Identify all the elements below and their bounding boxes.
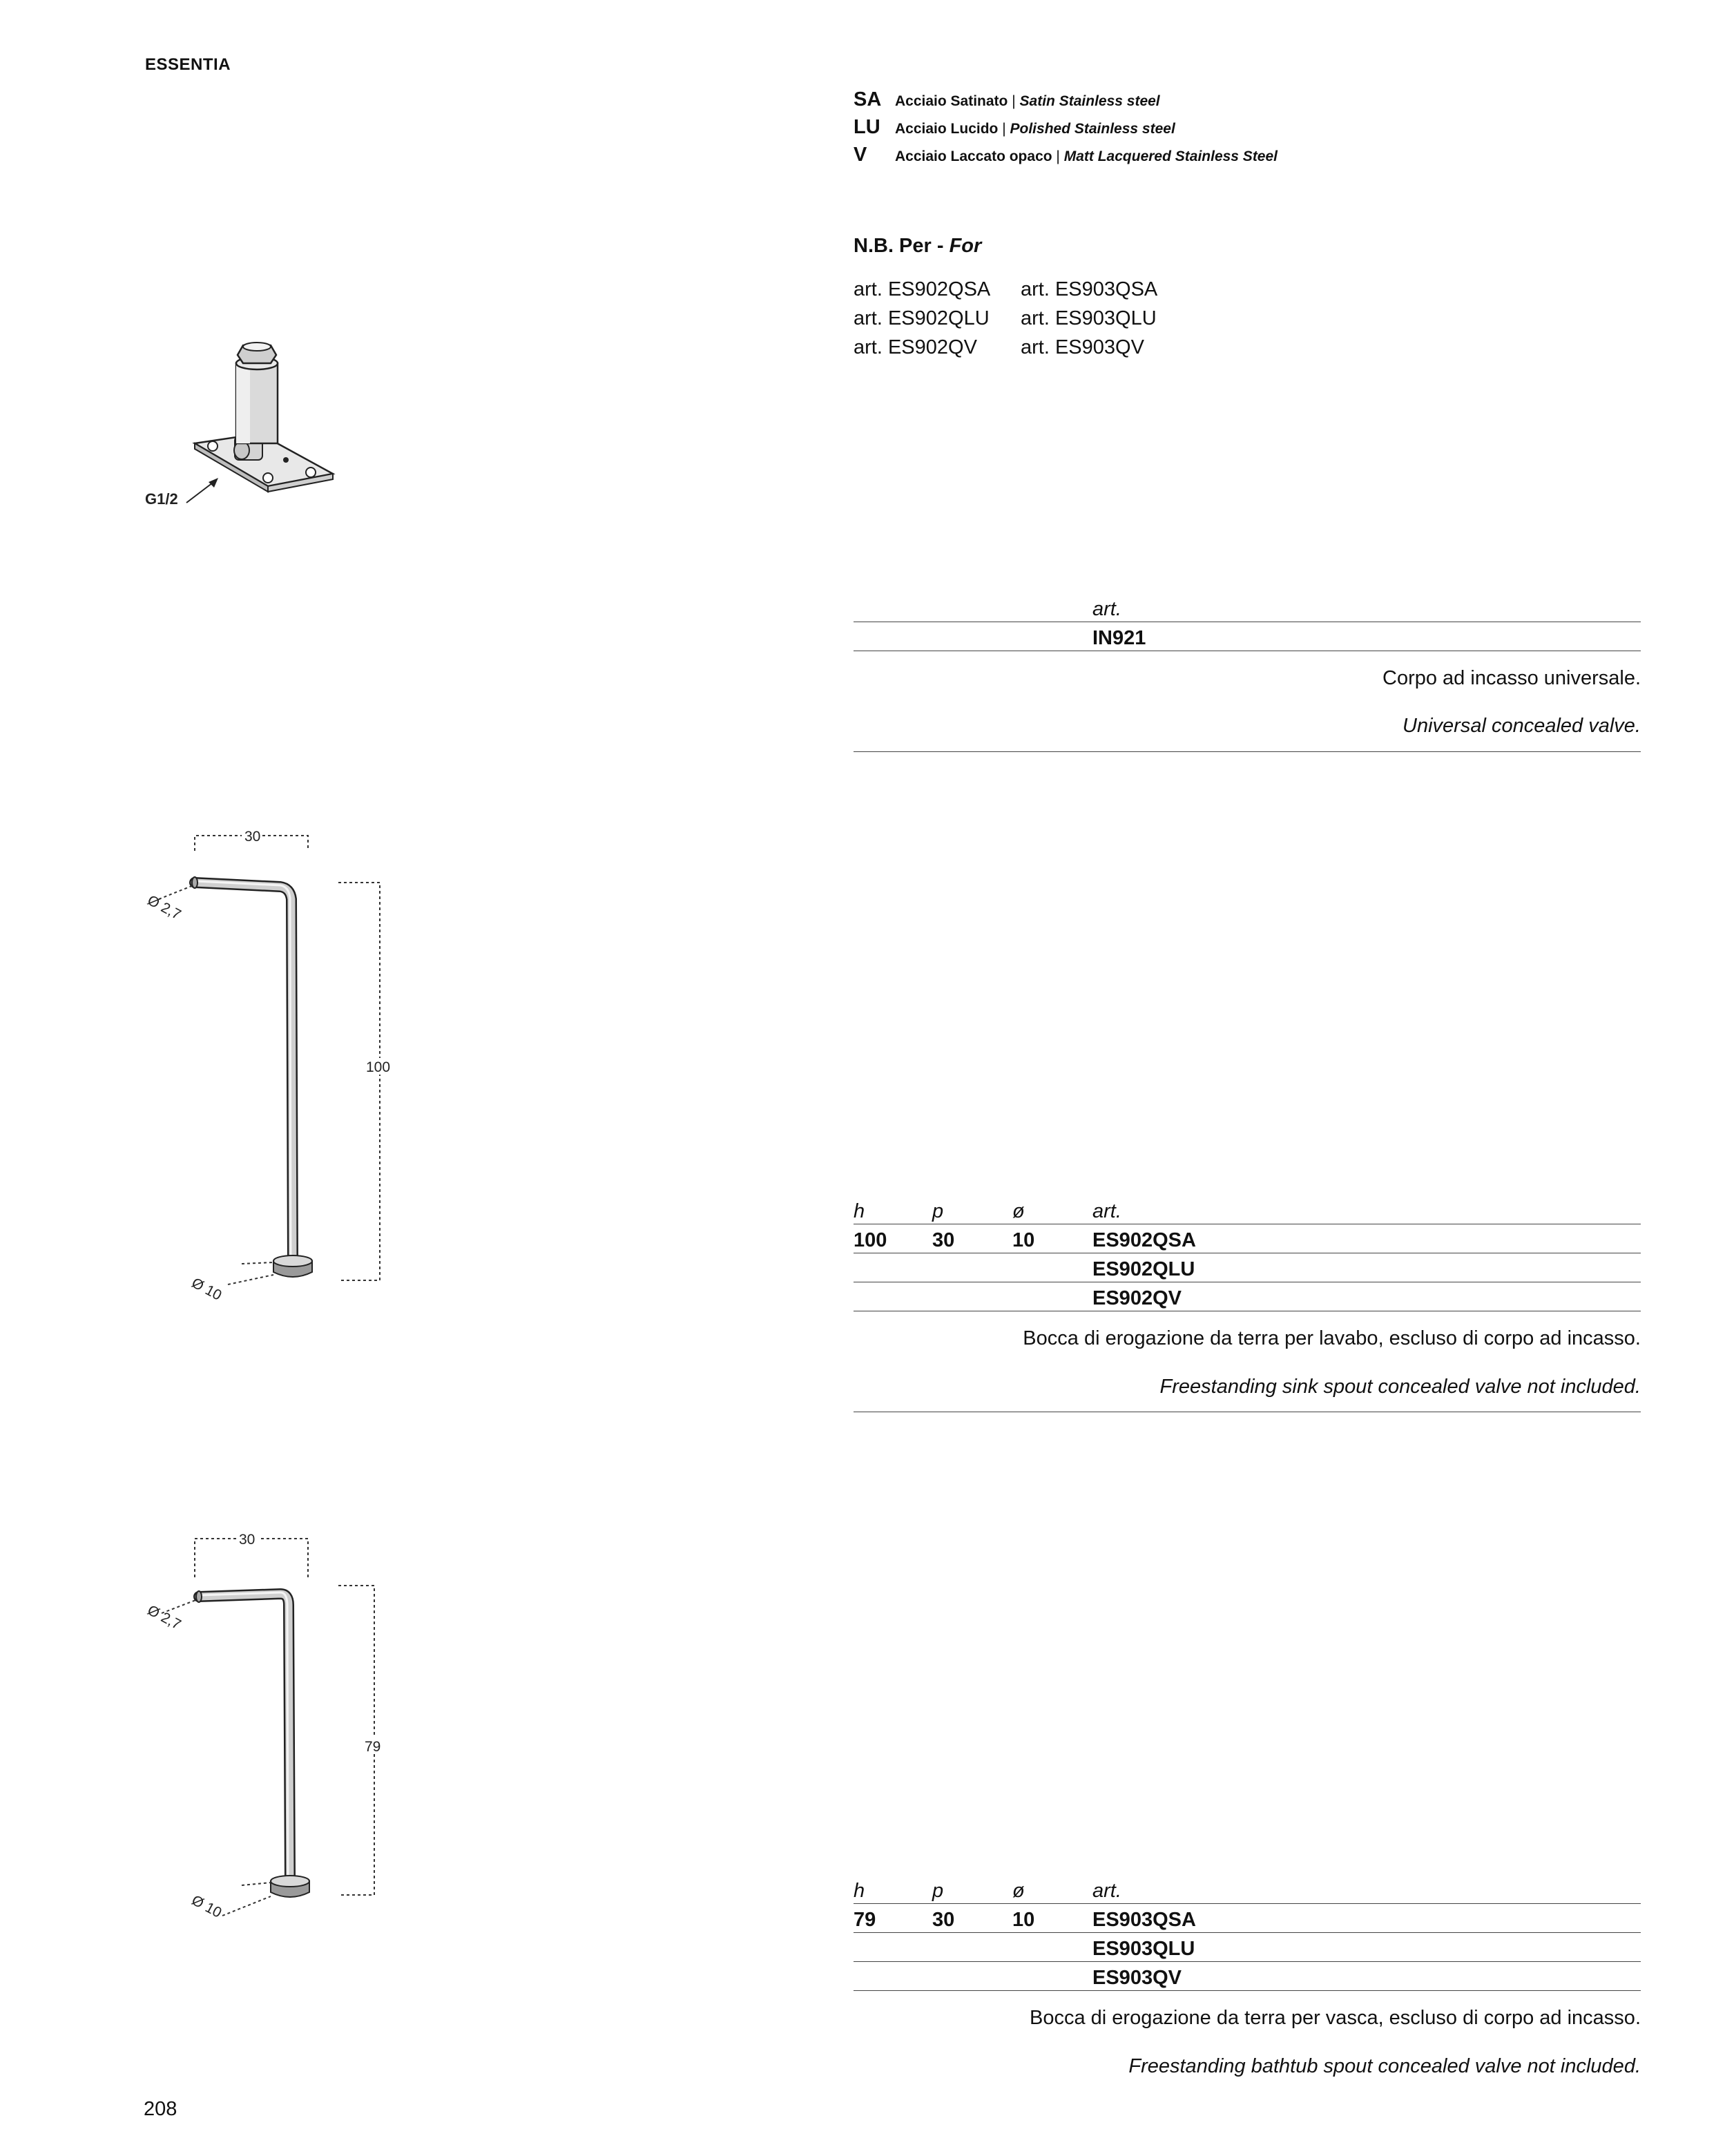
- dim-base-diameter: Ø 10: [189, 1275, 224, 1304]
- finish-name-it: Acciaio Laccato opaco: [895, 148, 1052, 164]
- finish-name-en: Matt Lacquered Stainless Steel: [1063, 148, 1278, 164]
- finish-separator: |: [1002, 121, 1006, 137]
- nb-article: art. ES903QSA: [1021, 278, 1158, 300]
- sink-spout-drawing: [138, 822, 414, 1319]
- spout2-header-diameter: ø: [1012, 1880, 1025, 1902]
- finish-code: LU: [854, 116, 880, 138]
- valve-description-en: Universal concealed valve.: [1403, 715, 1641, 737]
- finish-name-it: Acciaio Lucido: [895, 121, 999, 137]
- spout2-article-code: ES903QV: [1092, 1967, 1182, 1989]
- finish-legend-sa: [854, 88, 1160, 111]
- valve-article-code: IN921: [1092, 627, 1146, 649]
- page-number: 208: [144, 2098, 177, 2120]
- spout1-value-p: 30: [932, 1229, 955, 1251]
- divider: [854, 1932, 1641, 1933]
- dim-base-diameter: Ø 10: [189, 1892, 224, 1921]
- finish-name-it: Acciaio Satinato: [895, 93, 1008, 109]
- spout1-article-code: ES902QLU: [1092, 1258, 1195, 1280]
- spout1-description-it: Bocca di erogazione da terra per lavabo, escluso di corpo ad incasso.: [1023, 1327, 1641, 1349]
- spout1-article-code: ES902QV: [1092, 1287, 1182, 1309]
- spout1-header-h: h: [854, 1200, 865, 1222]
- dim-height: 79: [365, 1739, 381, 1755]
- finish-legend-lu: [854, 116, 1175, 139]
- nb-title: [854, 235, 981, 258]
- spout1-header-art: art.: [1092, 1200, 1121, 1222]
- dim-height: 100: [366, 1059, 391, 1075]
- nb-column-1: [854, 275, 990, 362]
- spout2-article-code: ES903QLU: [1092, 1938, 1195, 1960]
- finish-legend-v: [854, 144, 1278, 166]
- spout1-header-p: p: [932, 1200, 944, 1222]
- nb-column-2: [1021, 275, 1157, 362]
- dim-tip-diameter: Ø 2,7: [144, 1602, 184, 1633]
- spout1-article-code: ES902QSA: [1092, 1229, 1196, 1251]
- dim-tip-diameter: Ø 2,7: [144, 892, 184, 923]
- finish-name-en: Satin Stainless steel: [1019, 93, 1160, 109]
- valve-header-art: art.: [1092, 598, 1121, 620]
- nb-article: art. ES903QV: [1021, 336, 1144, 358]
- nb-title-it: N.B. Per -: [854, 235, 944, 257]
- divider: [854, 1961, 1641, 1962]
- spout2-header-p: p: [932, 1880, 944, 1902]
- divider: [854, 1903, 1641, 1904]
- valve-description-it: Corpo ad incasso universale.: [1382, 667, 1641, 689]
- finish-code: V: [854, 144, 867, 166]
- spout2-value-p: 30: [932, 1909, 955, 1931]
- divider: [854, 751, 1641, 752]
- spout1-value-diameter: 10: [1012, 1229, 1035, 1251]
- finish-code: SA: [854, 88, 882, 110]
- finish-separator: |: [1056, 148, 1060, 164]
- dim-width: 30: [239, 1532, 256, 1548]
- nb-article: art. ES902QSA: [854, 278, 991, 300]
- concealed-valve-drawing: [138, 338, 345, 518]
- spout2-description-en: Freestanding bathtub spout concealed valve not included.: [1128, 2055, 1641, 2077]
- spout2-header-art: art.: [1092, 1880, 1121, 1902]
- spout2-value-h: 79: [854, 1909, 876, 1931]
- spout2-header-h: h: [854, 1880, 865, 1902]
- spout2-value-diameter: 10: [1012, 1909, 1035, 1931]
- nb-article: art. ES902QV: [854, 336, 977, 358]
- nb-article: art. ES903QLU: [1021, 307, 1157, 329]
- spout1-description-en: Freestanding sink spout concealed valve not included.: [1159, 1376, 1641, 1398]
- bathtub-spout-drawing: [138, 1525, 414, 1939]
- divider: [854, 1990, 1641, 1991]
- nb-title-en: For: [949, 235, 982, 257]
- nb-article: art. ES902QLU: [854, 307, 990, 329]
- dim-width: 30: [244, 829, 261, 845]
- spout2-description-it: Bocca di erogazione da terra per vasca, escluso di corpo ad incasso.: [1030, 2007, 1641, 2029]
- finish-name-en: Polished Stainless steel: [1010, 121, 1175, 137]
- finish-separator: |: [1012, 93, 1016, 109]
- inlet-label: G1/2: [145, 490, 178, 508]
- spout2-article-code: ES903QSA: [1092, 1909, 1196, 1931]
- spout1-header-diameter: ø: [1012, 1200, 1025, 1222]
- brand-title: ESSENTIA: [145, 55, 231, 74]
- spout1-value-h: 100: [854, 1229, 887, 1251]
